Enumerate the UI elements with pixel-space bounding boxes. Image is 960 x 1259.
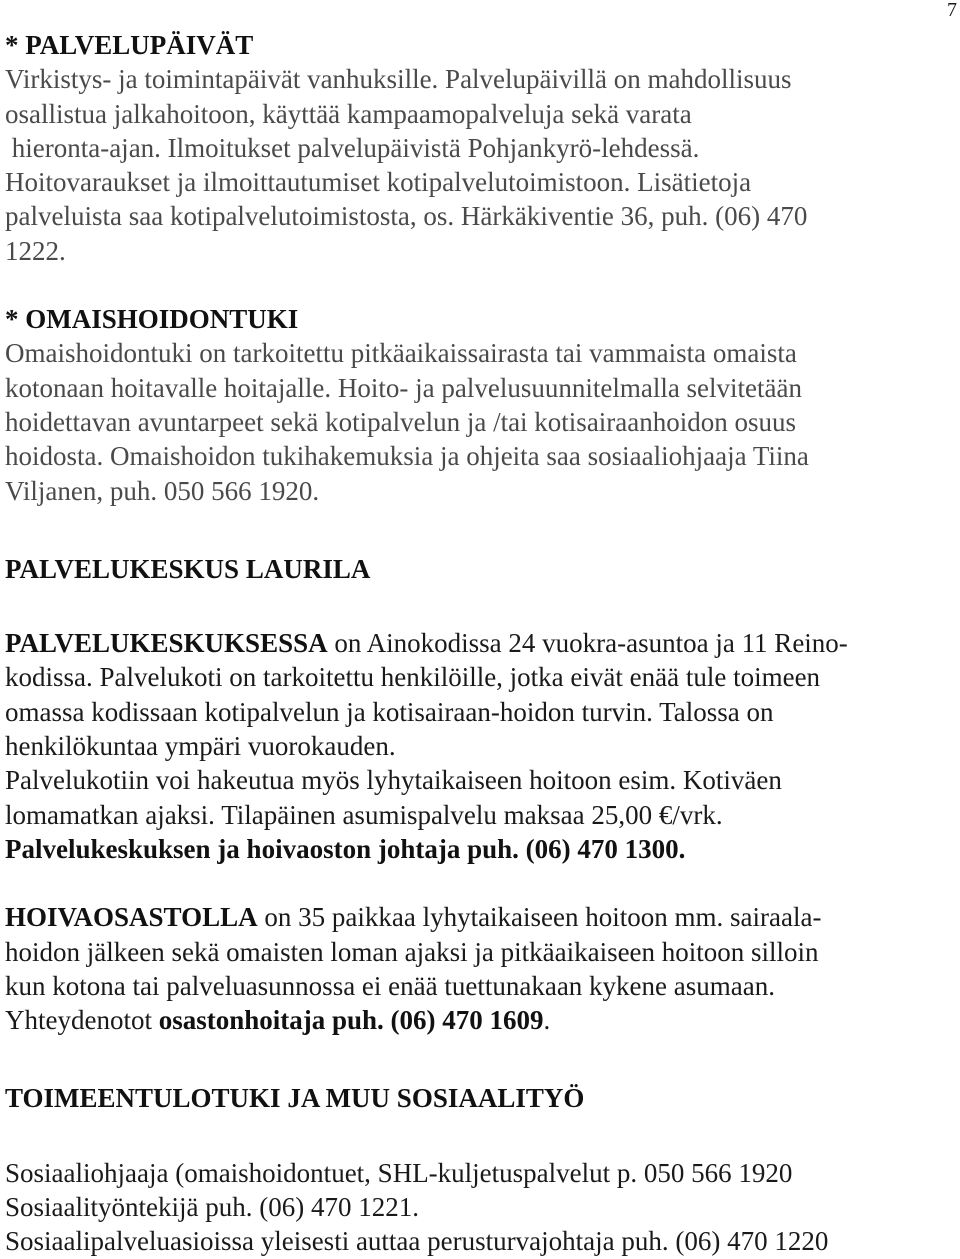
paragraph-line: kun kotona tai palveluasunnossa ei enää tuettunakaan kykene asumaan. bbox=[5, 970, 775, 1001]
paragraph-line: kodissa. Palvelukoti on tarkoitettu henkilöille, jotka eivät enää tule toimeen bbox=[5, 662, 821, 693]
paragraph-line: Sosiaalityöntekijä puh. (06) 470 1221. bbox=[5, 1192, 419, 1223]
intro-rest: on 35 paikkaa lyhytaikaiseen hoitoon mm. sairaala- bbox=[257, 902, 822, 933]
paragraph-line: osallistua jalkahoitoon, käyttää kampaamopalveluja sekä varata bbox=[5, 98, 692, 129]
section-palvelukeskus bbox=[5, 552, 950, 866]
contact-line: Palvelukeskuksen ja hoivaoston johtaja puh. (06) 470 1300. bbox=[5, 833, 686, 864]
paragraph-line: kotonaan hoitavalle hoitajalle. Hoito- ja palvelusuunnitelmalla selvitetään bbox=[5, 372, 803, 403]
section-title: PALVELUKESKUS LAURILA bbox=[5, 553, 371, 584]
paragraph-line: hoidosta. Omaishoidon tukihakemuksia ja ohjeita saa sosiaaliohjaaja Tiina bbox=[5, 441, 809, 472]
intro-bold: HOIVAOSASTOLLA bbox=[5, 902, 258, 933]
paragraph-line: hieronta-ajan. Ilmoitukset palvelupäivistä Pohjankyrö-lehdessä. bbox=[5, 132, 700, 163]
document-page bbox=[5, 28, 950, 1259]
page-number: 7 bbox=[947, 0, 957, 21]
paragraph-line: lomamatkan ajaksi. Tilapäinen asumispalvelu maksaa 25,00 €/vrk. bbox=[5, 799, 723, 830]
section-hoivaosasto bbox=[5, 900, 950, 1037]
paragraph-line: hoidon jälkeen sekä omaisten loman ajaksi ja pitkäaikaiseen hoitoon silloin bbox=[5, 936, 819, 967]
intro-bold: PALVELUKESKUKSESSA bbox=[5, 628, 328, 659]
paragraph-line: 1222. bbox=[5, 235, 66, 266]
section-heading: * OMAISHOIDONTUKI bbox=[5, 304, 299, 335]
section-title: TOIMEENTULOTUKI JA MUU SOSIAALITYÖ bbox=[5, 1083, 585, 1114]
paragraph-line: Palvelukotiin voi hakeutua myös lyhytaikaiseen hoitoon esim. Kotiväen bbox=[5, 765, 782, 796]
section-omaishoidontuki bbox=[5, 302, 950, 508]
paragraph-intro bbox=[5, 900, 950, 934]
contact-bold: osastonhoitaja puh. (06) 470 1609 bbox=[158, 1005, 544, 1036]
paragraph-line: palveluista saa kotipalvelutoimistosta, os. Härkäkiventie 36, puh. (06) 470 bbox=[5, 201, 808, 232]
intro-rest: on Ainokodissa 24 vuokra-asuntoa ja 11 Reino- bbox=[327, 628, 848, 659]
paragraph-line: henkilökuntaa ympäri vuorokauden. bbox=[5, 731, 396, 762]
paragraph-line: Sosiaalipalveluasioissa yleisesti auttaa perusturvajohtaja puh. (06) 470 1220 bbox=[5, 1226, 829, 1257]
paragraph-line: Hoitovaraukset ja ilmoittautumiset kotipalvelutoimistoon. Lisätietoja bbox=[5, 167, 752, 198]
contact-suffix: . bbox=[543, 1005, 551, 1036]
paragraph-line: Viljanen, puh. 050 566 1920. bbox=[5, 475, 320, 506]
section-heading: * PALVELUPÄIVÄT bbox=[5, 30, 254, 60]
section-palvelupaivat bbox=[5, 28, 950, 268]
paragraph-line: hoidettavan avuntarpeet sekä kotipalvelun ja /tai kotisairaanhoidon osuus bbox=[5, 406, 797, 437]
paragraph-line: Omaishoidontuki on tarkoitettu pitkäaikaissairasta tai vammaista omaista bbox=[5, 338, 797, 369]
contact-line bbox=[5, 1003, 950, 1037]
section-toimeentulotuki bbox=[5, 1081, 950, 1258]
paragraph-line: Sosiaaliohjaaja (omaishoidontuet, SHL-kuljetuspalvelut p. 050 566 1920 bbox=[5, 1157, 793, 1188]
paragraph-line: omassa kodissaan kotipalvelun ja kotisairaan-hoidon turvin. Talossa on bbox=[5, 696, 774, 727]
paragraph-intro bbox=[5, 626, 950, 660]
paragraph-line: Virkistys- ja toimintapäivät vanhuksille. Palvelupäivillä on mahdollisuus bbox=[5, 64, 792, 95]
contact-prefix: Yhteydenotot bbox=[5, 1005, 159, 1036]
